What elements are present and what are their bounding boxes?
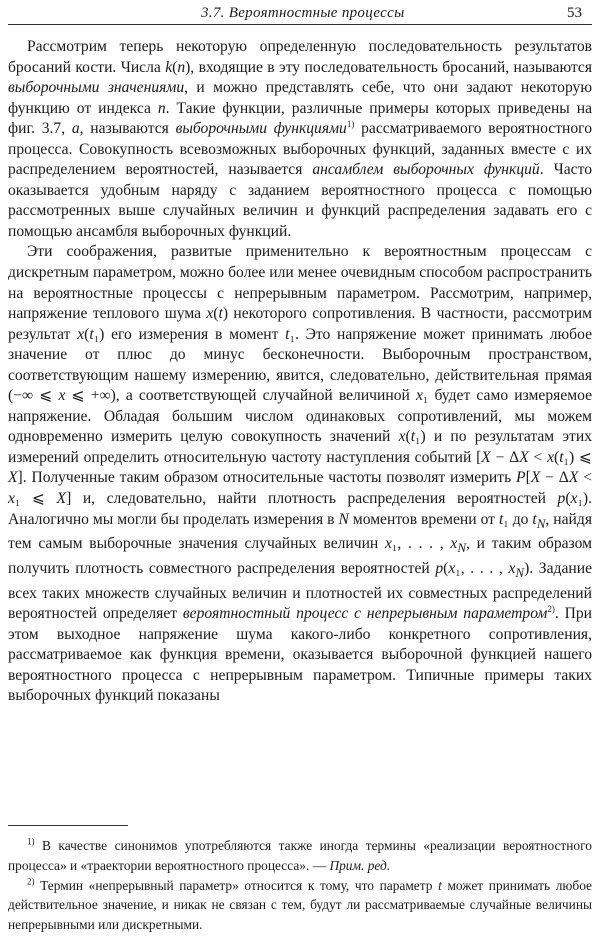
text-run: ) ⩽ [568, 448, 592, 466]
text-run: < [578, 469, 592, 487]
text-run: x [77, 325, 85, 343]
page-header [8, 4, 592, 25]
text-run: ₁ [563, 448, 569, 466]
text-run: Рассмотрим теперь некоторую определенную последовательность результатов бросаний кости. Числа [8, 38, 592, 76]
text-run: ( [213, 305, 219, 323]
text-run: a [71, 120, 80, 138]
footnote-ref: 1) [346, 119, 355, 129]
text-run: ⩽ +∞), а соответствующей случайной величиной [65, 387, 416, 405]
text-run: t [498, 510, 504, 528]
text-run: рассматриваемого вероятностного процесса. Совокупность всевозможных выборочных функций, заданных вместе с их распределением вероятностей, называется [8, 120, 592, 179]
text-run: ]. Полученные таким образом относительные частоты позволят измерить [17, 469, 517, 487]
running-title: 3.7. Вероятностные процессы [201, 5, 405, 21]
text-run: n [157, 99, 166, 117]
text-run: ( [84, 325, 90, 343]
text-run: t [559, 448, 564, 466]
text-run: ₁ [577, 490, 583, 508]
text-run: t [532, 510, 537, 528]
text-run: ( [565, 490, 571, 508]
text-run: p [435, 559, 444, 577]
text-run: x [8, 490, 15, 508]
text-run: P [516, 469, 526, 487]
text-run: x [570, 490, 578, 508]
text-run: t [410, 428, 416, 446]
text-run: . Такие функции, различные примеры которых приведены на фиг. 3.7, [8, 99, 593, 138]
text-run: t [285, 325, 290, 343]
text-run: x [398, 428, 406, 446]
text-run: X [481, 448, 491, 466]
text-run: . Часто оказывается удобным наряду с заданием вероятностного процесса с помощью рассмотренных выше случайных величин и функций распределения задавать его с помощью ансамбля выборочных функций. [8, 161, 592, 240]
text-run: x [450, 535, 458, 553]
text-run: . При этом выходное напряжение шума какого-либо конкретного сопротивления, рассматриваемое как функция времени, оказывается выборочной функцией нашего вероятностного процесса с непрерывным параметром. Типичные примеры таких выборочных функций показаны [8, 605, 593, 705]
text-run: ( [553, 448, 560, 466]
text-run: ( [443, 559, 449, 577]
paragraph [8, 37, 592, 242]
text-run: − Δ [540, 469, 569, 487]
text-run: t [218, 305, 223, 323]
text-run: ). Задание всех таких множеств случайных величин и плотностей их совместных распределений вероятностей определяет [8, 559, 592, 623]
text-run: N [338, 510, 349, 528]
text-run: В качестве синонимов употребляются также иногда термины «реализации вероятностного процесса» и «траектории вероятностного процесса». — [8, 838, 592, 873]
text-run: ₁, . . . , [455, 559, 509, 577]
text-run: ₁ [422, 387, 429, 405]
footnote-ref: 2) [27, 876, 35, 887]
text-run: Термин «непрерывный параметр» относится к тому, что параметр [34, 877, 439, 893]
text-run: − Δ [490, 448, 520, 466]
text-run: x [384, 535, 392, 553]
text-run: , называются [79, 120, 176, 138]
text-run: X [530, 469, 541, 487]
footnote-rule [8, 825, 128, 826]
text-run: N [457, 540, 466, 556]
text-run: ₁ [503, 510, 509, 528]
text-run: ) и по результатам этих измерений определить относительную частоту наступления событий [ [8, 428, 592, 466]
text-run: x [547, 448, 554, 466]
text-run: x [448, 559, 456, 577]
text-run: X [56, 490, 67, 508]
text-run: ₁ ⩽ [14, 490, 57, 508]
page-number: 53 [567, 5, 582, 21]
text-run: вероятностный процесс с непрерывным параметром [182, 605, 548, 623]
text-run: ) некоторого сопротивления. В частности, рассмотрим результат [8, 305, 592, 343]
paragraph [8, 242, 592, 706]
text-run: x [508, 559, 516, 577]
text-run: X [568, 469, 579, 487]
footnote [8, 876, 592, 935]
text-run: ( [172, 58, 178, 76]
text-run: k [165, 58, 173, 76]
text-run: ), входящие в эту последовательность бросаний, называются [185, 58, 593, 76]
text-run: X [8, 469, 18, 487]
text-run: может принимать любое действительное значение, и никак не связан с тем, будут ли рассматриваемые случайные величины непрерывными или дискретными. [8, 877, 592, 933]
text-run: , найдя тем самым выборочные значения случайных величин [8, 510, 593, 553]
text-run: [ [525, 469, 531, 487]
text-run: ансамблем выборочных функций [312, 161, 540, 179]
text-run: ( [405, 428, 411, 446]
text-run: t [438, 877, 442, 893]
text-run: X [519, 448, 529, 466]
text-run: ] и, следовательно, найти плотность распределения вероятностей [66, 490, 558, 508]
text-run: ₁, . . . , [391, 535, 451, 553]
text-run: , и таким образом получить плотность совместного распределения вероятностей [8, 535, 592, 577]
text-run: Эти соображения, развитые применительно к вероятностным процессам с дискретным параметром, можно более или менее очевидным способом распространить на вероятностные процессы с непрерывным параметром. Рассмотрим, например, напряжение теплового шума [8, 243, 592, 323]
text-run: Прим. ред. [329, 857, 391, 873]
text-run: ₁ [93, 325, 100, 343]
text-run: x [415, 387, 423, 405]
text-run: x [206, 305, 214, 323]
text-run: t [89, 325, 94, 343]
text-run: будет само измеряемое напряжение. Обладая большим числом одинаковых сопротивлений, мы можем одновременно измерить целую совокупность значений [8, 387, 592, 446]
text-run: n [177, 58, 186, 76]
footnote-ref: 1) [27, 836, 35, 847]
text-run: x [58, 387, 66, 405]
text-run: ₁ [415, 428, 421, 446]
text-run: моментов времени от [348, 510, 499, 528]
footnote-ref: 2) [547, 603, 555, 614]
text-run: p [557, 490, 566, 508]
text-run: . Это напряжение может принимать любое значение от плюс до минус бесконечности. Выборочным пространством, соответствующим нашему измерению, явится, следовательно, действительная прямая (−∞ ⩽ [8, 325, 592, 405]
text-run: выборочными значениями [8, 79, 185, 97]
body-text [8, 37, 592, 707]
footnotes [8, 825, 592, 935]
footnote [8, 836, 592, 876]
text-run: выборочными функциями [175, 120, 347, 138]
text-run: ) его измерения в момент [99, 325, 286, 343]
text-run: N [536, 515, 546, 531]
text-run: ). Аналогично мы могли бы проделать измерения в [8, 490, 592, 528]
text-run: до [508, 510, 533, 528]
text-run: N [515, 565, 525, 580]
text-run: , и можно представлять себе, что они задают некоторую функцию от индекса [8, 79, 592, 117]
text-run: < [528, 448, 548, 466]
text-run: ₁ [289, 325, 295, 343]
